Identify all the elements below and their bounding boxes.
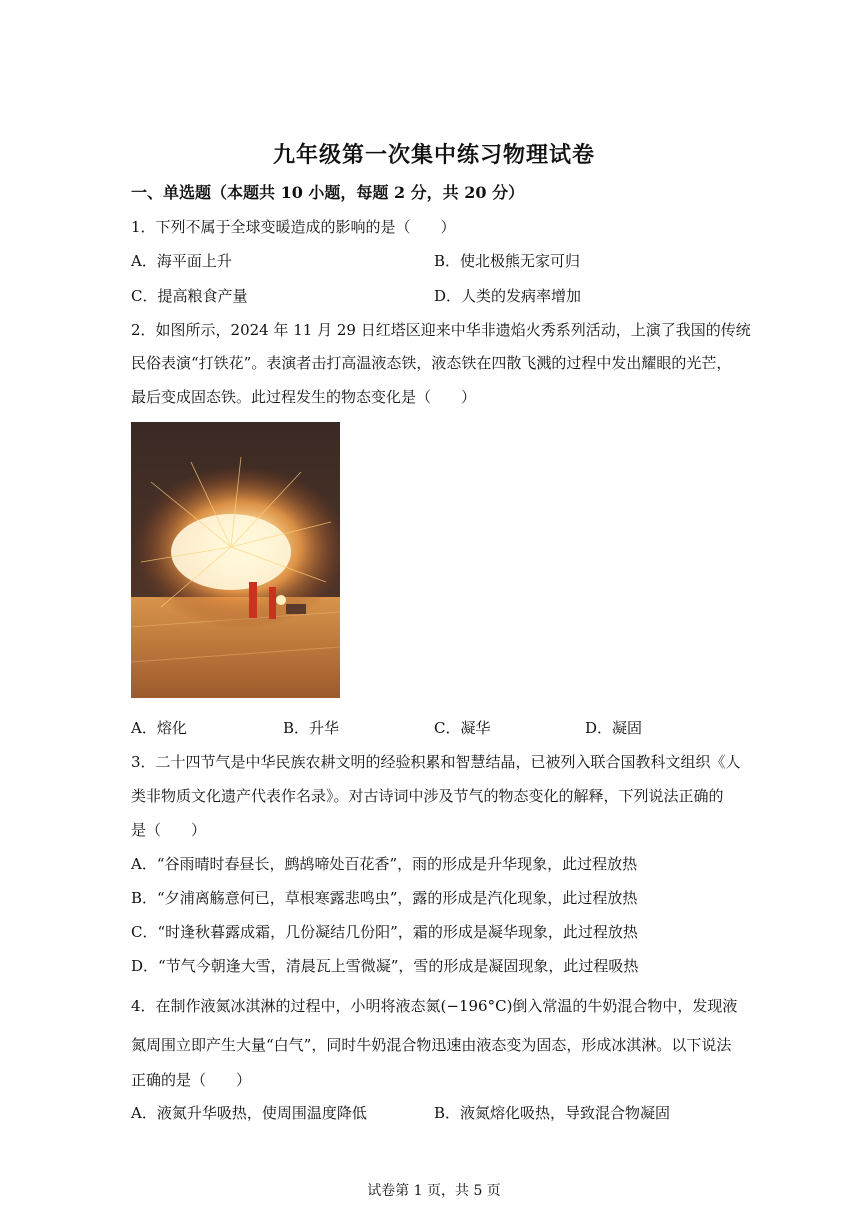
q3-option-c: C．“时逢秋暮露成霜，几份凝结几份阳”，霜的形成是凝华现象，此过程放热 (131, 923, 638, 941)
q2-option-c: C．凝华 (434, 719, 491, 737)
q1-option-d: D．人类的发病率增加 (434, 287, 582, 305)
question-4-stem-line-3: 正确的是（ ） (131, 1071, 252, 1089)
question-2-stem-line-3: 最后变成固态铁。此过程发生的物态变化是（ ） (131, 388, 477, 406)
q1-option-a: A．海平面上升 (131, 252, 232, 270)
question-3-stem-line-1: 3．二十四节气是中华民族农耕文明的经验积累和智慧结晶，已被列入联合国教科文组织《人 (131, 753, 741, 771)
page-footer: 试卷第 1 页，共 5 页 (367, 1183, 501, 1199)
q2-option-b: B．升华 (283, 719, 340, 737)
question-4-stem-line-1: 4．在制作液氮冰淇淋的过程中，小明将液态氮(−196°C)倒入常温的牛奶混合物中，发现液 (131, 997, 738, 1015)
q4-option-a: A．液氮升华吸热，使周围温度降低 (131, 1104, 367, 1122)
q2-option-a: A．熔化 (131, 719, 187, 737)
question-2-stem-line-1: 2．如图所示，2024 年 11 月 29 日红塔区迎来中华非遗焰火秀系列活动，上演了我国的传统 (131, 321, 751, 339)
question-1-stem: 1．下列不属于全球变暖造成的影响的是（ ） (131, 218, 456, 236)
q3-option-d: D．“节气今朝逢大雪，清晨瓦上雪微凝”，雪的形成是凝固现象，此过程吸热 (131, 957, 639, 975)
question-2-stem-line-2: 民俗表演“打铁花”。表演者击打高温液态铁，液态铁在四散飞溅的过程中发出耀眼的光芒， (131, 354, 732, 372)
section-title: 一、单选题（本题共 10 小题，每题 2 分，共 20 分） (131, 183, 525, 202)
q2-option-d: D．凝固 (585, 719, 643, 737)
q4-option-b: B．液氮熔化吸热，导致混合物凝固 (434, 1104, 671, 1122)
q3-option-b: B．“夕浦离觞意何已，草根寒露悲鸣虫”，露的形成是汽化现象，此过程放热 (131, 889, 638, 907)
q3-option-a: A．“谷雨晴时春昼长，鹧鸪啼处百花香”，雨的形成是升华现象，此过程放热 (131, 855, 638, 873)
q1-option-b: B．使北极熊无家可归 (434, 252, 581, 270)
iron-flower-photo (131, 422, 340, 698)
question-3-stem-line-2: 类非物质文化遗产代表作名录》。对古诗词中涉及节气的物态变化的解释，下列说法正确的 (131, 787, 724, 805)
q1-option-c: C．提高粮食产量 (131, 287, 248, 305)
question-3-stem-line-3: 是（ ） (131, 821, 207, 839)
question-4-stem-line-2: 氮周围立即产生大量“白气”，同时牛奶混合物迅速由液态变为固态，形成冰淇淋。以下说法 (131, 1036, 732, 1054)
page-title: 九年级第一次集中练习物理试卷 (272, 142, 595, 168)
